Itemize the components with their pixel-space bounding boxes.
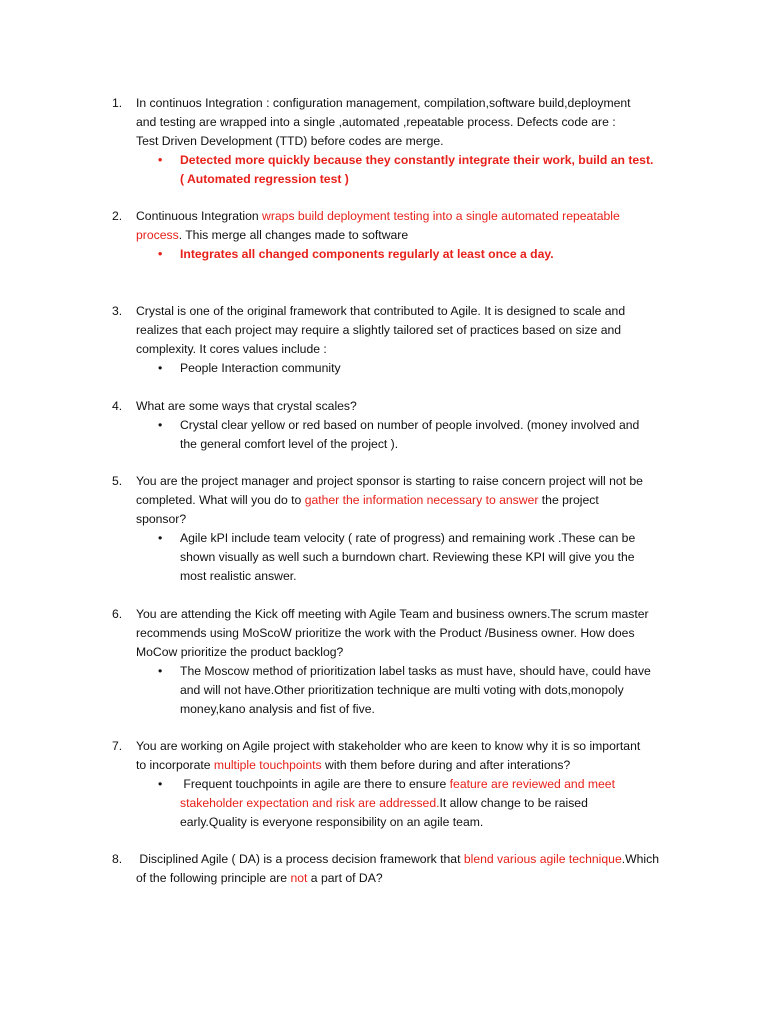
question-text [136, 605, 682, 662]
question-line: complexity. It cores values include : [136, 342, 327, 356]
question-line: process. This merge all changes made to software [136, 228, 409, 242]
answer-list [112, 151, 682, 189]
question-line: MoCow prioritize the product backlog? [136, 645, 344, 659]
answer-list [112, 775, 682, 832]
question-text [136, 737, 682, 775]
answer-item: • Frequent touchpoints in agile are there to ensure feature are reviewed and meet stakeholder expectation and risk are addressed.It allow change to be raised early.Quality is everyone responsibility on an agile team. [158, 777, 615, 829]
answer-list [112, 662, 682, 719]
question-line: of the following principle are not a part of DA? [136, 871, 383, 885]
question-line: recommends using MoScoW prioritize the work with the Product /Business owner. How does [136, 626, 635, 640]
question-number: 5. [112, 474, 123, 488]
question-line: completed. What will you do to gather the information necessary to answer the project [136, 493, 599, 507]
question-line: Continuous Integration wraps build deployment testing into a single automated repeatable [136, 209, 620, 223]
answer-list [112, 416, 682, 454]
question-number: 8. [112, 852, 123, 866]
question-text [136, 472, 682, 529]
question-number: 4. [112, 399, 123, 413]
bullet-icon: • [158, 247, 163, 261]
question-5 [112, 472, 682, 586]
question-line: Disciplined Agile ( DA) is a process decision framework that blend various agile technique.Which [136, 852, 659, 866]
question-4 [112, 397, 682, 454]
bullet-icon: • [158, 418, 163, 432]
bullet-icon: • [158, 777, 163, 791]
question-number: 7. [112, 739, 123, 753]
answer-list [112, 529, 682, 586]
question-3 [112, 302, 682, 378]
question-line: realizes that each project may require a slightly tailored set of practices based on size and [136, 323, 622, 337]
question-line: You are working on Agile project with stakeholder who are keen to know why it is so important [136, 739, 641, 753]
question-line: sponsor? [136, 512, 187, 526]
bullet-icon: • [158, 531, 163, 545]
question-8 [112, 850, 682, 888]
question-number: 6. [112, 607, 123, 621]
question-line: Test Driven Development (TTD) before codes are merge. [136, 134, 444, 148]
question-text [136, 94, 682, 151]
question-line: What are some ways that crystal scales? [136, 399, 357, 413]
answer-item: • People Interaction community [112, 359, 682, 378]
answer-item: • Detected more quickly because they constantly integrate their work, build an test. ( Automated regression test ) [158, 153, 654, 186]
question-6 [112, 605, 682, 719]
question-line: and testing are wrapped into a single ,automated ,repeatable process. Defects code are : [136, 115, 616, 129]
answer-item: • Integrates all changed components regularly at least once a day. [112, 245, 682, 264]
bullet-icon: • [158, 664, 163, 678]
question-text [136, 397, 682, 416]
bullet-icon: • [158, 153, 163, 167]
question-text [136, 207, 682, 245]
answer-item: • Agile kPI include team velocity ( rate of progress) and remaining work .These can be shown visually as well such a burndown chart. Reviewing these KPI will give you the most realistic answer. [158, 531, 636, 583]
bullet-icon: • [158, 361, 163, 375]
answer-item: • The Moscow method of prioritization label tasks as must have, should have, could have and will not have.Other prioritization technique are multi voting with dots,monopoly money,kano analysis and fist of five. [158, 664, 651, 716]
question-number: 2. [112, 209, 123, 223]
question-line: In continuos Integration : configuration management, compilation,software build,deployment [136, 96, 631, 110]
question-1 [112, 94, 682, 189]
question-text [136, 302, 682, 359]
question-line: to incorporate multiple touchpoints with them before during and after interations? [136, 758, 571, 772]
question-number: 3. [112, 304, 123, 318]
question-7 [112, 737, 682, 832]
answer-item: • Crystal clear yellow or red based on number of people involved. (money involved and the general comfort level of the project ). [158, 418, 640, 451]
question-line: You are the project manager and project sponsor is starting to raise concern project will not be [136, 474, 643, 488]
answer-list [112, 359, 682, 378]
question-line: You are attending the Kick off meeting with Agile Team and business owners.The scrum master [136, 607, 649, 621]
question-2 [112, 207, 682, 264]
question-text [136, 850, 682, 888]
question-number: 1. [112, 96, 123, 110]
question-line: Crystal is one of the original framework that contributed to Agile. It is designed to scale and [136, 304, 626, 318]
answer-list [112, 245, 682, 264]
